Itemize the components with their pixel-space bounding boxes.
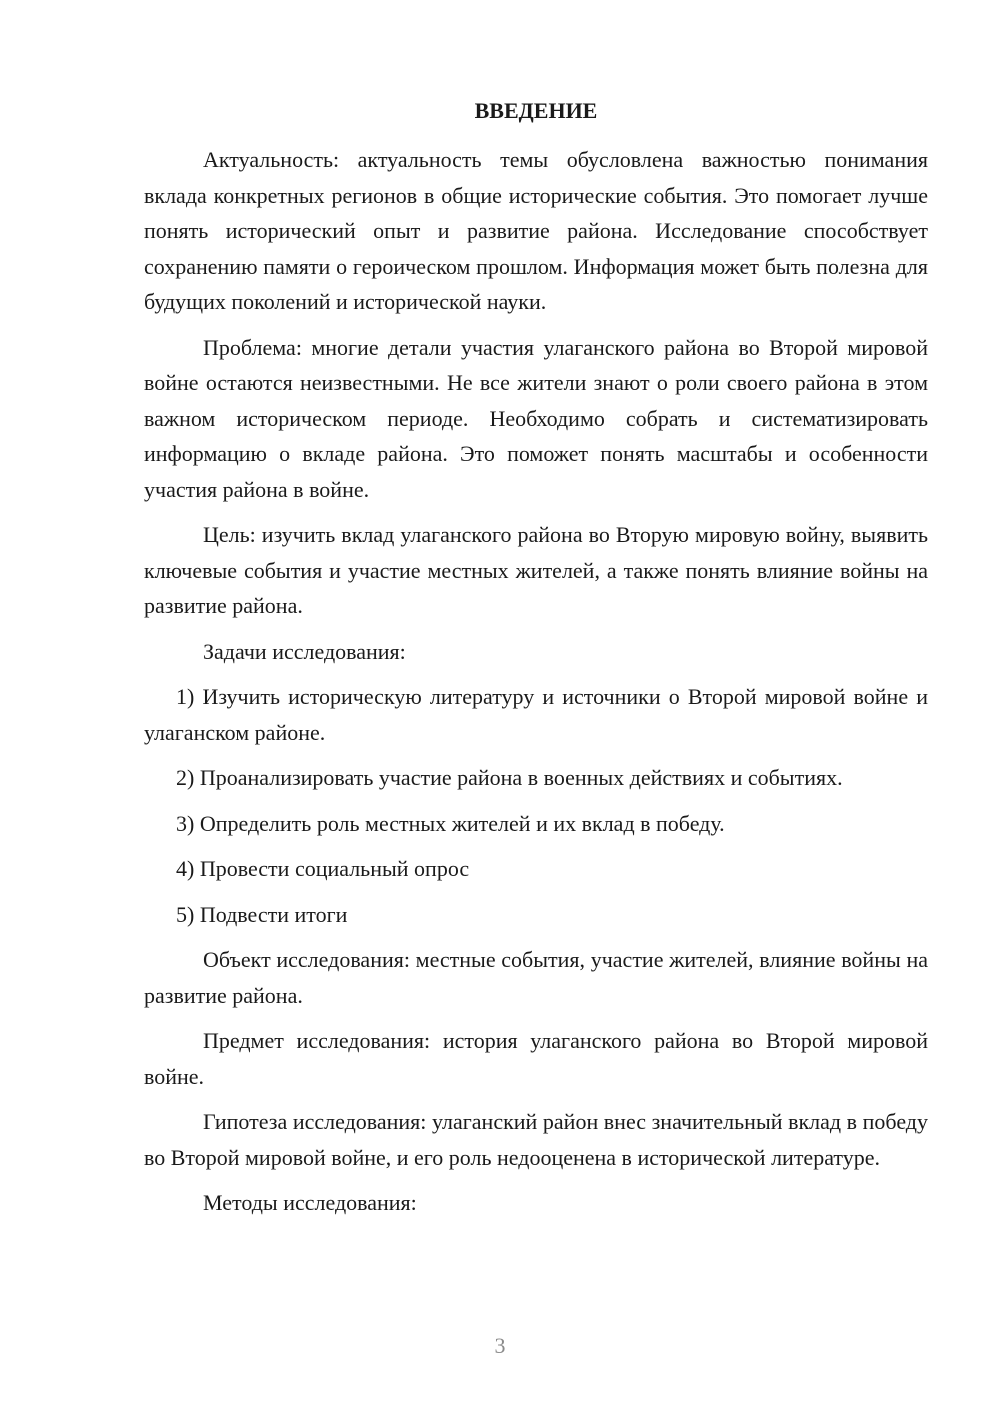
section-title: ВВЕДЕНИЕ — [474, 98, 598, 123]
task-item: 4) Провести социальный опрос — [176, 856, 470, 881]
task-item: 2) Проанализировать участие района в военных действиях и событиях. — [176, 765, 843, 790]
task-item: 3) Определить роль местных жителей и их вклад в победу. — [176, 810, 725, 836]
hypothesis-paragraph: Гипотеза исследования: улаганский район внес значительный вклад в победу во Второй мировой войне, и его роль недооценена в исторической литературе. — [144, 1109, 928, 1170]
methods-heading: Методы исследования: — [203, 1190, 417, 1215]
page-number: 3 — [494, 1333, 506, 1358]
tasks-heading: Задачи исследования: — [203, 638, 406, 664]
goal-paragraph: Цель: изучить вклад улаганского района во Вторую мировую войну, выявить ключевые события и участие местных жителей, а также понять влияние войны на развитие района. — [144, 522, 928, 618]
object-paragraph: Объект исследования: местные события, участие жителей, влияние войны на развитие района. — [144, 947, 928, 1008]
tasks-list — [144, 679, 928, 932]
task-item: 1) Изучить историческую литературу и источники о Второй мировой войне и улаганском районе. — [144, 684, 928, 745]
subject-paragraph: Предмет исследования: история улаганского района во Второй мировой войне. — [144, 1028, 928, 1089]
task-item: 5) Подвести итоги — [176, 901, 348, 927]
problem-paragraph: Проблема: многие детали участия улаганского района во Второй мировой войне остаются неизвестными. Не все жители знают о роли своего района в этом важном историческом периоде. Необходимо собрать и систематизировать информацию о вкладе района. Это поможет понять масштабы и особенности участия района в войне. — [144, 334, 928, 502]
page-content — [144, 96, 928, 1231]
relevance-paragraph: Актуальность: актуальность темы обусловлена важностью понимания вклада конкретных регионов в общие исторические события. Это помогает лучше понять исторический опыт и развитие района. Исследование способствует сохранению памяти о героическом прошлом. Информация может быть полезна для будущих поколений и исторической науки. — [144, 147, 928, 314]
